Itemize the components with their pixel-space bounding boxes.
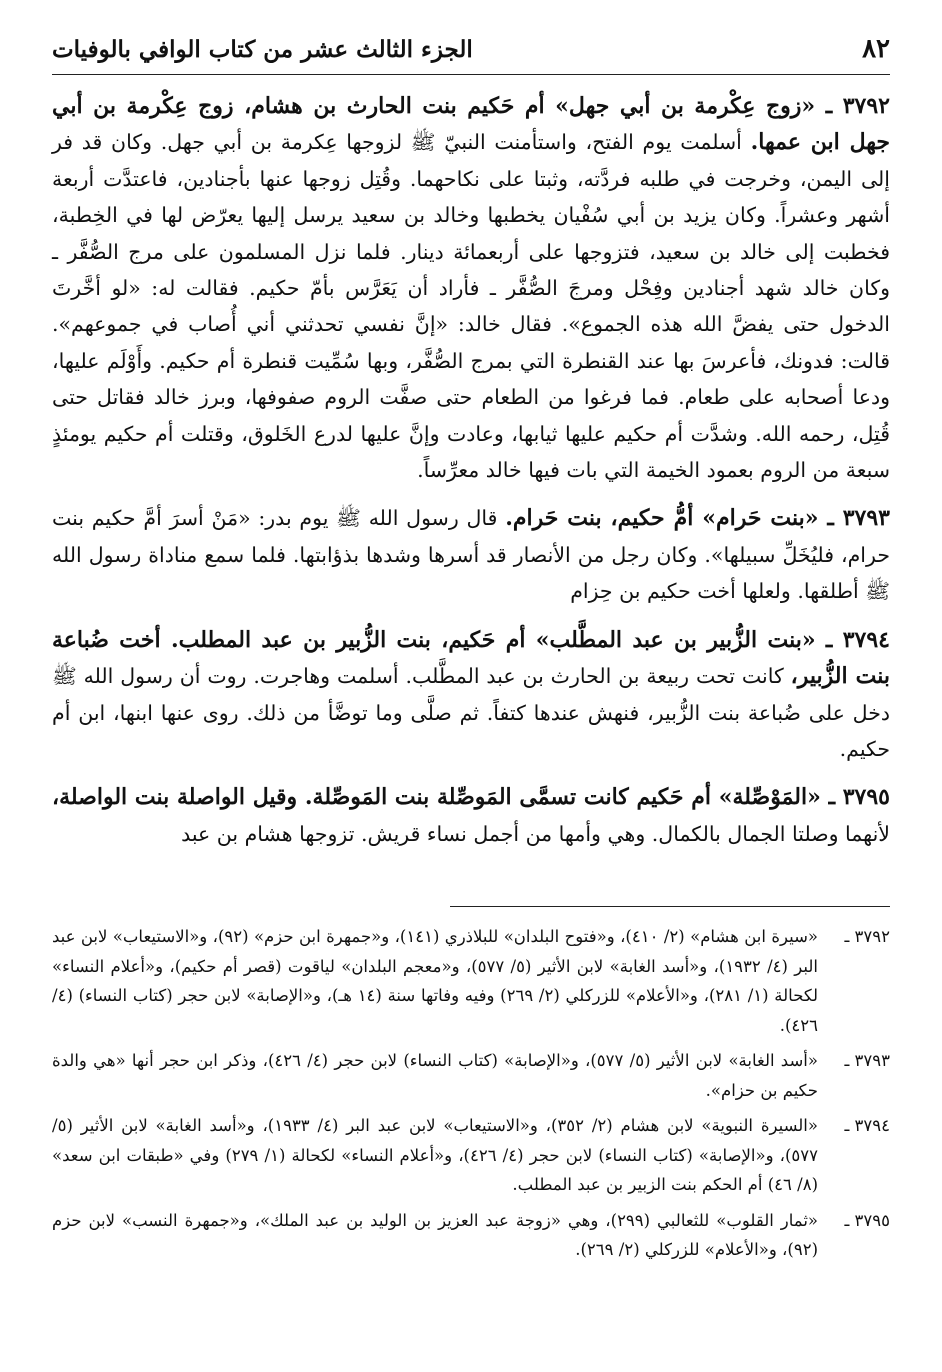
footnote-3793 <box>52 1046 890 1105</box>
entry-text: لأنهما وصلتا الجمال بالكمال. وهي وأمها من أجمل نساء قريش. تزوجها هشام بن عبد <box>181 821 890 846</box>
footnote-number: ٣٧٩٤ ـ <box>844 1116 890 1135</box>
entry-text: قال رسول الله ﷺ يوم بدر: «مَنْ أسرَ أمَّ حكيم بنت حرام، فليُخَلِّ سبيلها». وكان رجل من الأنصار قد أسرها وشدها بذؤابتها. فلما سمع مناداة رسول الله ﷺ أطلقها. ولعلها أخت حكيم بن حِزام <box>52 506 890 604</box>
entry-text: كانت تحت ربيعة بن الحارث بن عبد المطَّلب. أسلمت وهاجرت. روت أن رسول الله ﷺ دخل على ضُباعة بنت الزُّبير، فنهش عندها كتفاً. ثم صلَّى وما توضَّأ من ذلك. روى عنها ابنها، ابن أم حكيم. <box>52 664 890 761</box>
running-header <box>52 30 890 75</box>
entry-text: أسلمت يوم الفتح، واستأمنت النبيّ ﷺ لزوجها عِكرمة بن أبي جهل. وكان قد فر إلى اليمن، وخرجت في طلبه فردَّته، وثبتا على نكاحهما. وقُتِل زوجها عنها بأجنادين، فاعتدَّت أربعة أشهر وعشراً. وكان يزيد بن أبي سُفْيان يخطبها وخالد بن سعيد يرسل إليها يعرّض لها في الخِطبة، فخطبت إلى خالد بن سعيد، فتزوجها على أربعمائة دينار. فلما نزل المسلمون على مرج الصُّفَّر ـ وكان خالد شهد أجنادين وفِحْل ومرجَ الصُّفَّر ـ فأراد أن يَعَرَّس بأمّ حكيم. فقالت له: «لو أخَّرتَ الدخول حتى يفضَّ الله هذه الجموع». فقال خالد: «إنَّ نفسي تحدثني أني أُصاب في جموعهم». قالت: فدونك، فأعرسَ بها عند القنطرة التي بمرج الصُّفَّر، وبها سُمِّيت قنطرة أم حكيم. وأَوْلَم عليها، ودعا أصحابه على طعام. فما فرغوا من الطعام حتى صفَّت الروم صفوفها، وبرز خالد فقاتل حتى قُتِل، رحمه الله. وشدَّت أم حكيم عليها ثيابها، وعادت وإنَّ عليها لدرع الخَلوق، وقتلت أم حكيم يومئذٍ سبعة من الروم بعمود الخيمة التي بات فيها خالد معرِّساً. <box>52 130 890 483</box>
footnote-text: «أسد الغابة» لابن الأثير (٥/ ٥٧٧)، و«الإصابة» (كتاب النساء) لابن حجر (٤/ ٤٢٦)، وذكر ابن حجر أنها «هي والدة حكيم بن حزام». <box>52 1051 818 1100</box>
footnotes <box>52 922 890 1271</box>
entry-3795 <box>52 779 890 852</box>
entry-heading: ٣٧٩٤ ـ «بنت الزُّبير بن عبد المطَّلب» أم حَكيم، بنت الزُّبير بن عبد المطلب. أخت ضُباعة بنت الزُّبير، <box>52 626 890 690</box>
entry-heading: ٣٧٩٢ ـ «زوج عِكْرمة بن أبي جهل» أم حَكيم بنت الحارث بن هشام، زوج عِكْرمة بن أبي جهل ابن عمها. <box>52 93 890 156</box>
footnote-text: «سيرة ابن هشام» (٢/ ٤١٠)، و«فتوح البلدان» للبلاذري (١٤١)، و«جمهرة ابن حزم» (٩٢)، و«الاستيعاب» لابن عبد البر (٤/ ١٩٣٢)، و«أسد الغابة» لابن الأثير (٥/ ٥٧٧)، و«معجم البلدان» لياقوت (قصر أم حكيم)، و«أعلام النساء» لكحالة (١/ ٢٨١)، و«الأعلام» للزركلي (٢/ ٢٦٩) وفيه وفاتها سنة (١٤ هـ)، و«الإصابة» لابن حجر (كتاب النساء) (٤/ ٤٢٦). <box>52 927 818 1035</box>
page-number: ٨٢ <box>862 34 890 64</box>
footnote-3792 <box>52 922 890 1040</box>
footnote-number: ٣٧٩٥ ـ <box>844 1210 890 1230</box>
entry-heading: ٣٧٩٥ ـ «المَوْصِّلة» أم حَكيم كانت تسمَّى المَوصِّلة بنت المَوصِّلة. وقيل الواصلة بنت الواصلة، <box>52 784 890 811</box>
running-title: الجزء الثالث عشر من كتاب الوافي بالوفيات <box>52 36 473 63</box>
main-text <box>52 88 890 864</box>
entry-3792 <box>52 88 890 488</box>
footnote-3794 <box>52 1111 890 1200</box>
footnote-number: ٣٧٩٣ ـ <box>844 1051 890 1070</box>
entry-3794 <box>52 622 890 768</box>
footnote-text: «ثمار القلوب» للثعالبي (٢٩٩)، وهي «زوجة عبد العزيز بن الوليد بن عبد الملك»، و«جمهرة النسب» لابن حزم (٩٢)، و«الأعلام» للزركلي (٢/ ٢٦٩). <box>52 1210 818 1259</box>
footnote-3795 <box>52 1206 890 1265</box>
entry-heading: ٣٧٩٣ ـ «بنت حَرام» أمُّ حكيم، بنت حَرام. <box>505 505 890 532</box>
footnote-separator <box>450 906 890 907</box>
footnote-text: «السيرة النبوية» لابن هشام (٢/ ٣٥٢)، و«الاستيعاب» لابن عبد البر (٤/ ١٩٣٣)، و«أسد الغابة» لابن الأثير (٥/ ٥٧٧)، و«الإصابة» (كتاب النساء) لابن حجر (٤/ ٤٢٦)، و«أعلام النساء» لكحالة (١/ ٢٧٩) وفي «طبقات ابن سعد» (٨/ ٤٦) أم الحكم بنت الزبير بن عبد المطلب. <box>52 1116 818 1194</box>
entry-3793 <box>52 500 890 609</box>
footnote-number: ٣٧٩٢ ـ <box>844 927 890 946</box>
